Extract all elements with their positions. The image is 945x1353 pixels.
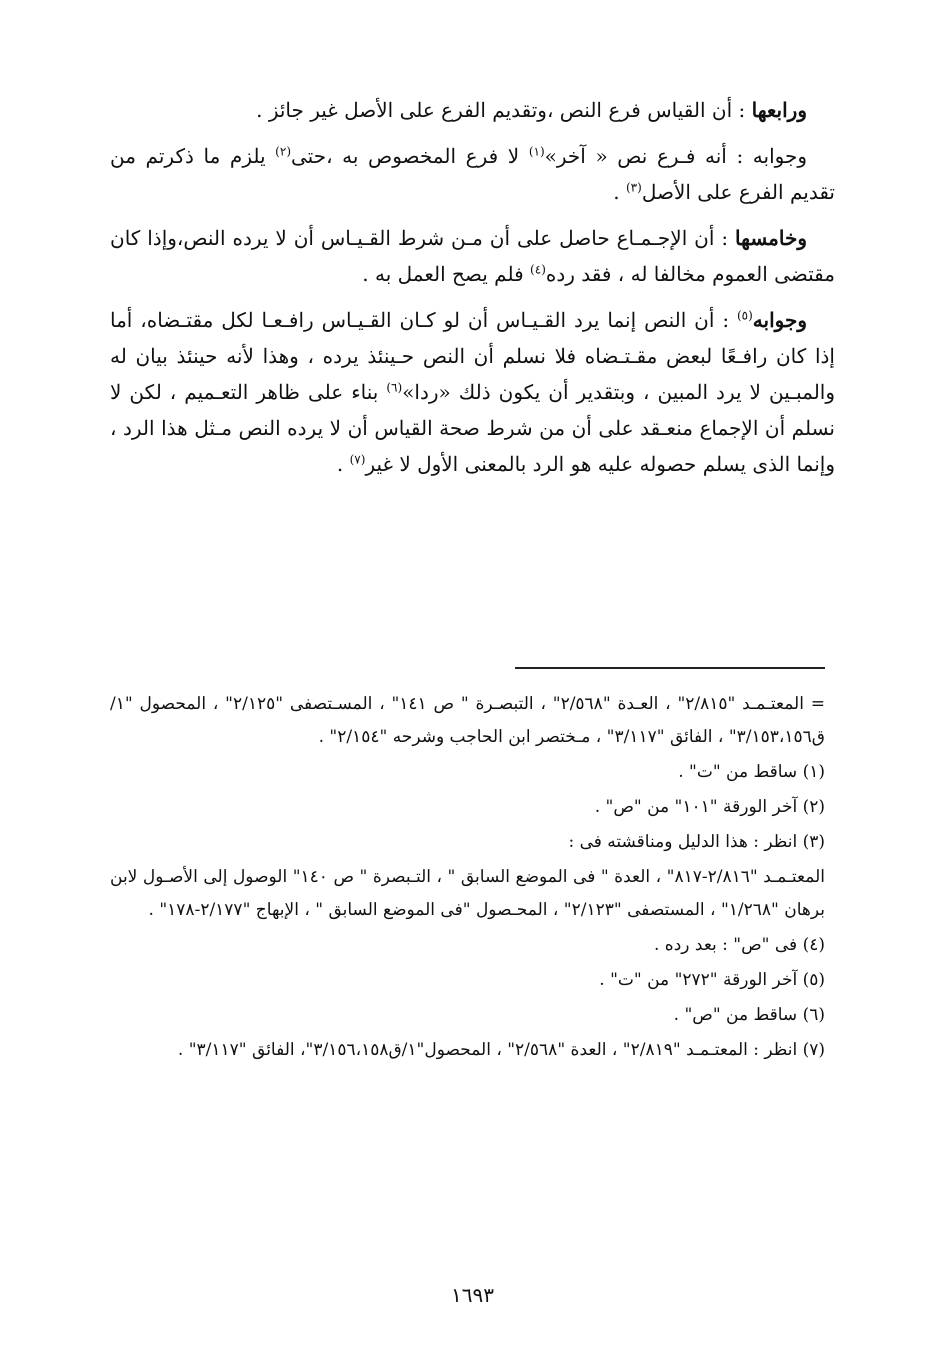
footnote-ref-3: (٣)	[625, 180, 642, 195]
footnote-4: (٤) فى "ص" : بعد رده .	[654, 935, 825, 955]
page-number: ١٦٩٣	[451, 1283, 494, 1307]
footnote-ref-7: (٧)	[349, 452, 366, 467]
paragraph-text: : أن القياس فرع النص ،وتقديم الفرع على الأصل غير جائز .	[256, 98, 746, 122]
paragraph-text: وجوابه : أنه فـرع نص « آخر»	[544, 144, 808, 168]
footnote-3-sources: المعتـمـد "٢/٨١٦-٨١٧" ، العدة " فى الموضع السابق " ، التـبصرة " ص ١٤٠" الوصول إلى الأصـول لابن برهان "١/٢٦٨" ، المستصفى "٢/١٢٣" ، المحـصول "فى الموضع السابق " ، الإبهاج "٢/١٧٧-١٧٨" .	[110, 867, 825, 920]
paragraph-text: : أن الإجـمـاع حاصل على أن مـن شرط القـيـاس أن لا يرده النص،وإذا كان مقتضى العموم مخالفا له ، فقد رده	[110, 226, 835, 286]
paragraph-text: .	[336, 452, 350, 476]
footnotes	[110, 688, 825, 1069]
paragraph-lead: وخامسها	[735, 226, 808, 250]
footnote-ref-4: (٤)	[530, 262, 546, 277]
paragraph-text: : أن النص إنما يرد القـيـاس أن لو كـان القـيـاس رافـعـا لكل مقتـضاه، أما إذا كان رافـعًا لبعض مقـتـضاه فلا نسلم أن النص حـينئذ يرده ، وهذا لأنه حينئذ بيان له والمبـين لا يرد المبين ، وبتقدير أن يكون ذلك «ردا»	[110, 308, 835, 404]
paragraph-text: لا فرع المخصوص به ،حتى	[291, 144, 529, 168]
paragraph-lead: وجوابه	[752, 308, 807, 332]
footnote-continued: = المعتـمـد "٢/٨١٥" ، العـدة "٢/٥٦٨" ، التبصـرة " ص ١٤١" ، المسـتصفى "٢/١٢٥" ، المحصول "١/ق٣/١٥٣،١٥٦" ، الفائق "٣/١١٧" ، مـختصر ابن الحاجب وشرحه "٢/١٥٤" .	[110, 694, 825, 747]
paragraph-lead: ورابعها	[751, 98, 807, 122]
paragraph-4th-objection	[110, 92, 835, 128]
paragraph-answer-4	[110, 138, 835, 210]
footnote-6: (٦) ساقط من "ص" .	[673, 1005, 825, 1025]
footnote-5: (٥) آخر الورقة "٢٧٢" من "ت" .	[599, 970, 825, 990]
paragraph-text: بناء على ظاهر التعـميم ، لكن لا نسلم أن الإجماع منعـقد على أن من شرط صحة القياس أن لا يرده النص مـثل هذا الرد ، وإنما الذى يسلم حصوله عليه هو الرد بالمعنى الأول لا غير	[110, 380, 835, 476]
paragraph-text: يلزم ما ذكرتم من تقديم الفرع على الأصل	[110, 144, 835, 204]
footnote-ref-2: (٢)	[275, 144, 291, 159]
footnote-3: (٣) انظر : هذا الدليل ومناقشته فى :	[568, 832, 825, 852]
footnote-divider	[515, 667, 825, 669]
paragraph-text: فلم يصح العمل به .	[362, 262, 531, 286]
footnote-ref-1: (١)	[528, 144, 545, 159]
paragraph-5th-objection	[110, 220, 835, 292]
footnote-1: (١) ساقط من "ت" .	[678, 762, 825, 782]
footnote-ref-6: (٦)	[386, 380, 403, 395]
footnote-7: (٧) انظر : المعتـمـد "٢/٨١٩" ، العدة "٢/٥٦٨" ، المحصول"١/ق٣/١٥٦،١٥٨"، الفائق "٣/١١٧" .	[177, 1040, 825, 1060]
main-text	[110, 92, 835, 492]
paragraph-answer-5	[110, 302, 835, 482]
footnote-2: (٢) آخر الورقة "١٠١" من "ص" .	[594, 797, 825, 817]
paragraph-text: .	[613, 180, 626, 204]
footnote-ref-5: (٥)	[736, 308, 753, 323]
